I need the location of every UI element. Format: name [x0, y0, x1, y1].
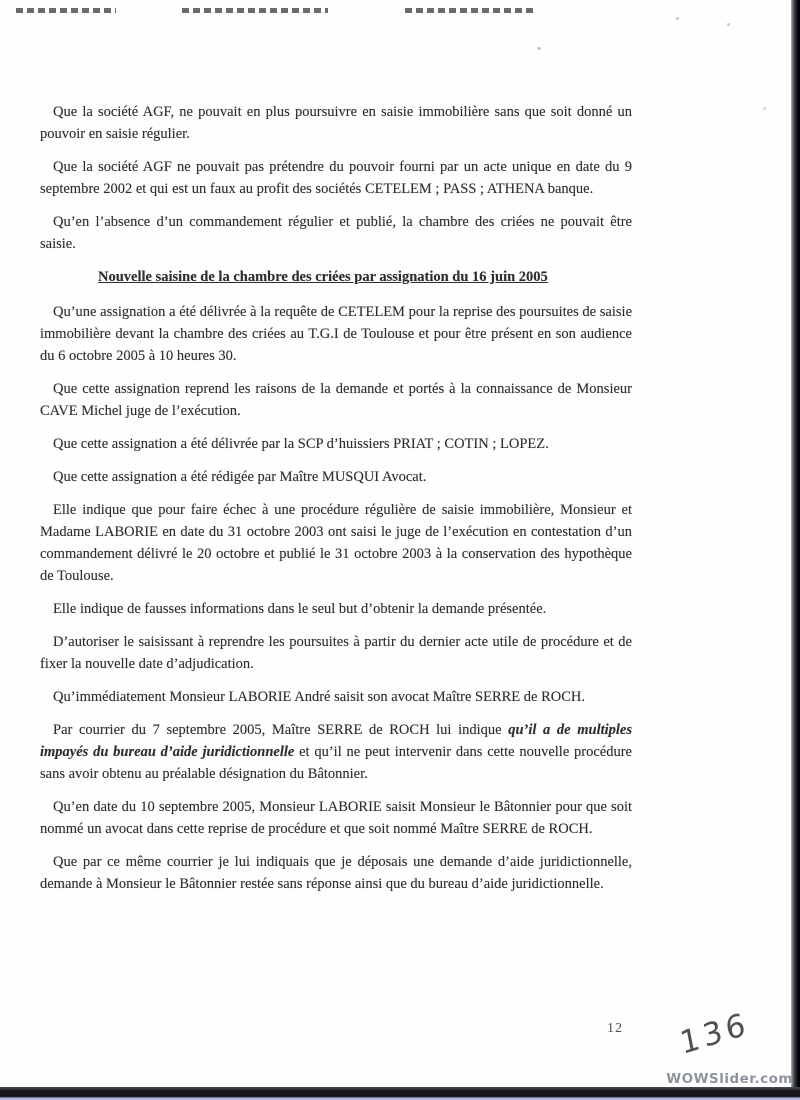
text-segment: Qu’en date du 10 septembre 2005, Monsieur LABORIE saisit Monsieur le Bâtonnier pour que soit nommé un avocat dans cette reprise de procédure et que soit nommé Maître SERRE de ROCH. — [40, 799, 632, 837]
cutoff-fax-header-fragment — [405, 8, 533, 13]
paragraph — [40, 851, 632, 895]
scan-speck — [676, 17, 679, 20]
page-number: 12 — [607, 1021, 623, 1036]
paragraph — [40, 378, 632, 422]
scan-speck — [727, 23, 730, 26]
wowslider-watermark-link[interactable]: WOWSlider.com — [666, 1071, 793, 1087]
text-segment: Nouvelle saisine de la chambre des criées par assignation du 16 juin 2005 — [98, 269, 548, 285]
page-edge-bottom — [0, 1087, 800, 1100]
paragraph — [40, 499, 632, 587]
text-segment: Que cette assignation reprend les raisons de la demande et portés à la connaissance de Monsieur CAVE Michel juge de l’exécution. — [40, 381, 632, 419]
scan-speck — [763, 107, 766, 110]
cutoff-fax-header-fragment — [182, 8, 328, 13]
paragraph — [40, 686, 632, 708]
paragraph — [40, 796, 632, 840]
document-text-body — [40, 101, 632, 906]
text-segment: Par courrier du 7 septembre 2005, Maître SERRE de ROCH lui indique — [53, 722, 509, 738]
text-segment: Que la société AGF, ne pouvait en plus poursuivre en saisie immobilière sans que soit donné un pouvoir en saisie régulier. — [40, 104, 632, 142]
emphasized-text: qu’il a de multiples impayés du bureau d’aide juridictionnelle — [40, 722, 633, 760]
text-segment: Qu’en l’absence d’un commandement régulier et publié, la chambre des criées ne pouvait être saisie. — [40, 214, 632, 252]
text-segment: Elle indique de fausses informations dans le seul but d’obtenir la demande présentée. — [53, 601, 547, 617]
scan-speck — [537, 47, 541, 50]
text-segment: D’autoriser le saisissant à reprendre les poursuites à partir du dernier acte utile de procédure et de fixer la nouvelle date d’adjudication. — [40, 634, 632, 672]
text-segment: Que cette assignation a été rédigée par Maître MUSQUI Avocat. — [53, 469, 427, 485]
paragraph — [40, 156, 632, 200]
paragraph — [40, 466, 632, 488]
paragraph — [40, 433, 632, 455]
paragraph — [40, 719, 632, 785]
paragraph — [40, 211, 632, 255]
paragraph — [40, 101, 632, 145]
paragraph — [40, 631, 632, 675]
text-segment: et qu’il ne peut intervenir dans cette nouvelle procédure sans avoir obtenu au préalable désignation du Bâtonnier. — [40, 744, 632, 782]
section-heading — [40, 266, 632, 288]
paragraph — [40, 301, 632, 367]
page-edge-right — [791, 0, 800, 1100]
handwritten-folio-number: 136 — [677, 1005, 753, 1062]
text-segment: Qu’une assignation a été délivrée à la requête de CETELEM pour la reprise des poursuites de saisie immobilière devant la chambre des criées au T.G.I de Toulouse et pour être présent en son audience du 6 octobre 2005 à 10 heures 30. — [40, 304, 632, 364]
cutoff-fax-header-fragment — [16, 8, 116, 13]
text-segment: Qu’immédiatement Monsieur LABORIE André saisit son avocat Maître SERRE de ROCH. — [53, 689, 585, 705]
paragraph — [40, 598, 632, 620]
text-segment: Que cette assignation a été délivrée par la SCP d’huissiers PRIAT ; COTIN ; LOPEZ. — [53, 436, 549, 452]
text-segment: Elle indique que pour faire échec à une procédure régulière de saisie immobilière, Monsieur et Madame LABORIE en date du 31 octobre 2003 ont saisi le juge de l’exécution en contestation d’un commandement délivré le 20 octobre et publié le 31 octobre 2003 à la conservation des hypothèque de Toulouse. — [40, 502, 632, 584]
text-segment: Que la société AGF ne pouvait pas prétendre du pouvoir fourni par un acte unique en date du 9 septembre 2002 et qui est un faux au profit des sociétés CETELEM ; PASS ; ATHENA banque. — [40, 159, 632, 197]
text-segment: Que par ce même courrier je lui indiquais que je déposais une demande d’aide juridictionnelle, demande à Monsieur le Bâtonnier restée sans réponse ainsi que du bureau d’aide juridictionnelle. — [40, 854, 632, 892]
